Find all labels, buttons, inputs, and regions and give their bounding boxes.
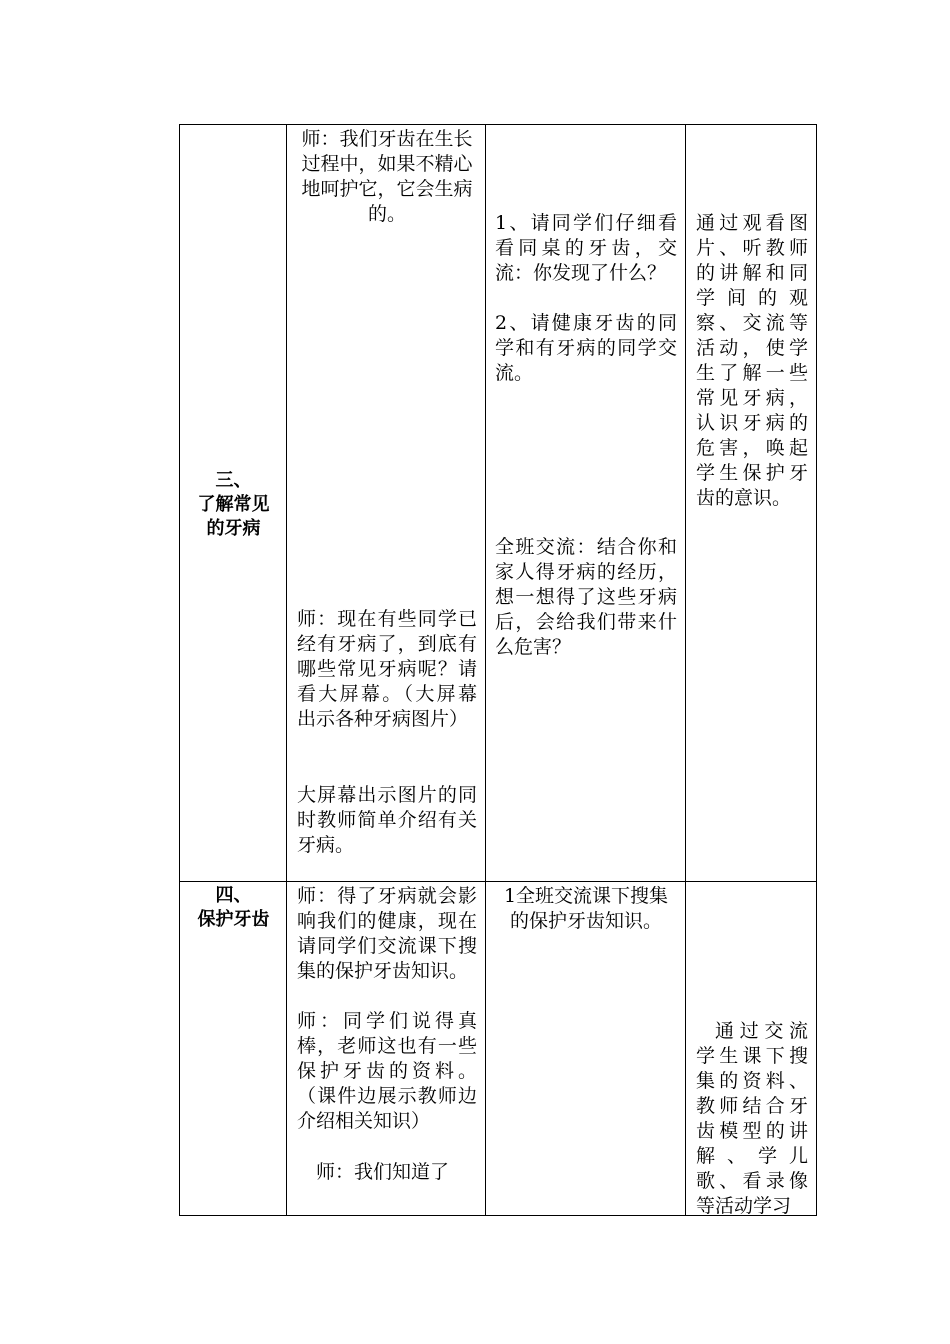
- student-text: 2、请健康牙齿的同学和有牙病的同学交流。: [495, 312, 677, 384]
- stage-number: 三、: [215, 470, 252, 491]
- teacher-activity-cell: [287, 882, 486, 1216]
- intent-text: 通过交流学生课下搜集的资料、教师结合牙齿模型的讲解、学儿歌、看录像等活动学习: [696, 1020, 808, 1216]
- lesson-plan-table: [179, 124, 817, 1216]
- student-text: 全班交流：结合你和家人得牙病的经历，想一想得了这些牙病后，会给我们带来什么危害？: [495, 536, 677, 658]
- table-row: [180, 125, 817, 882]
- teacher-text: 师：我们牙齿在生长过程中，如果不精心地呵护它，它会生病的。: [301, 128, 473, 225]
- stage-title: [180, 884, 287, 932]
- student-activity-cell: [486, 882, 686, 1216]
- stage-cell: [180, 125, 287, 882]
- teacher-text: 师：我们知道了: [316, 1161, 450, 1183]
- teacher-text: 师：现在有些同学已经有牙病了，到底有哪些常见牙病呢？请看大屏幕。（大屏幕出示各种牙病图片）: [297, 608, 477, 730]
- stage-name-line: 的牙病: [206, 518, 261, 539]
- stage-number: 四、: [215, 885, 252, 906]
- teacher-text: 大屏幕出示图片的同时教师简单介绍有关牙病。: [297, 784, 477, 856]
- teacher-text: 师：同学们说得真棒，老师这也有一些保护牙齿的资料。（课件边展示教师边介绍相关知识）: [297, 1010, 477, 1132]
- stage-name-line: 了解常见: [197, 494, 270, 515]
- student-text: 1、请同学们仔细看看同桌的牙齿，交流：你发现了什么？: [495, 212, 677, 284]
- design-intent-cell: [686, 125, 817, 882]
- student-activity-cell: [486, 125, 686, 882]
- teacher-activity-cell: [287, 125, 486, 882]
- intent-text: 通过观看图片、听教师的讲解和同学间的观察、交流等活动，使学生了解一些常见牙病，认识牙病的危害，唤起学生保护牙齿的意识。: [696, 212, 808, 509]
- table-row: [180, 882, 817, 1216]
- stage-title: [180, 469, 287, 541]
- stage-name-line: 保护牙齿: [197, 909, 270, 930]
- teacher-text: 师：得了牙病就会影响我们的健康，现在请同学们交流课下搜集的保护牙齿知识。: [297, 885, 477, 982]
- stage-cell: [180, 882, 287, 1216]
- student-text: 1全班交流课下搜集的保护牙齿知识。: [503, 885, 669, 932]
- design-intent-cell: [686, 882, 817, 1216]
